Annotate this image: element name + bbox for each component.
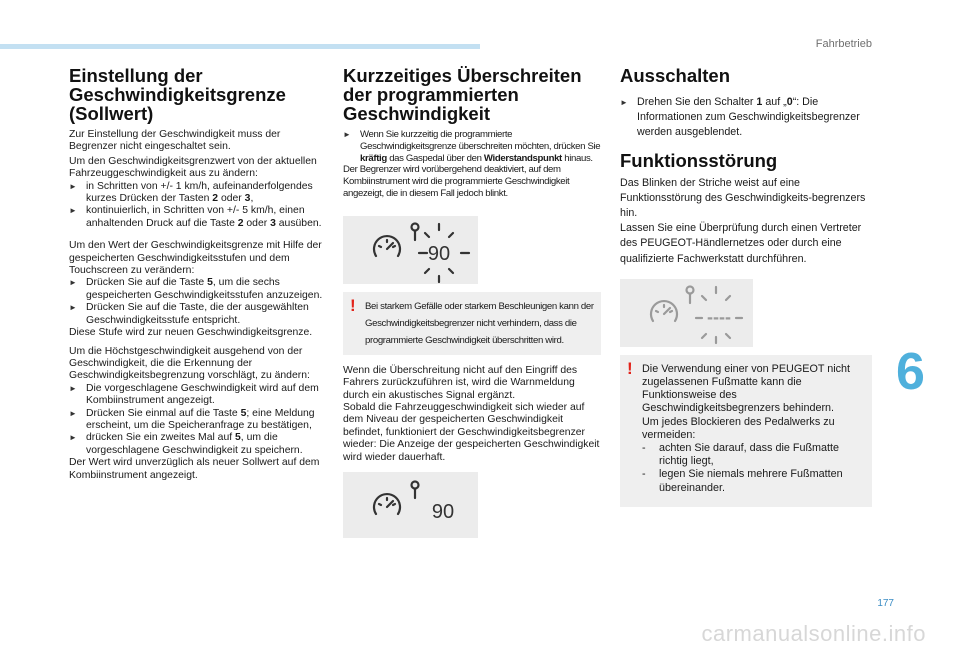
warning-box: ! Bei starkem Gefälle oder starkem Beschleunigen kann der Geschwindigkeitsbegrenzer nicht verhindern, dass die programmierte Geschwindigkeit überschritten wird. <box>343 292 601 355</box>
list-item: ► Drehen Sie den Schalter 1 auf „0“: Die Informationen zum Geschwindigkeitsbegrenzer werden ausgeblendet. <box>620 95 876 141</box>
list-item: ► kontinuierlich, in Schritten von +/- 5 km/h, einen anhaltenden Druck auf die Taste 2 oder 3 ausüben. <box>69 205 322 229</box>
section-title: Fahrbetrieb <box>815 38 872 50</box>
watermark: carmanualsonline.info <box>701 621 926 646</box>
speedometer-icon <box>343 472 478 538</box>
paragraph: Das Blinken der Striche weist auf eine Funktionsstörung des Geschwindigkeits-begrenzers hin. <box>620 176 866 220</box>
triangle-bullet-icon: ► <box>69 408 77 418</box>
display-steady-limit <box>343 472 478 538</box>
column-switch-off <box>620 66 876 507</box>
paragraph: Zur Einstellung der Geschwindigkeit muss der Begrenzer nicht eingeschaltet sein. <box>69 129 281 153</box>
speed-limit-value: 90 <box>427 242 451 265</box>
list-item: ► drücken Sie ein zweites Mal auf 5, um die vorgeschlagene Geschwindigkeit zu speichern. <box>69 432 303 456</box>
paragraph: Der Wert wird unverzüglich als neuer Sollwert auf dem Kombiinstrument angezeigt. <box>69 457 320 481</box>
column-setting <box>69 66 325 482</box>
list-item: ► Drücken Sie auf die Taste 5, um die sechs gespeicherten Geschwindigkeitsstufen anzuzeigen. <box>69 277 323 301</box>
list-item: ► Die vorgeschlagene Geschwindigkeit wird auf dem Kombiinstrument angezeigt. <box>69 382 319 407</box>
exclamation-warning-icon: ! <box>627 358 633 378</box>
paragraph: Um den Geschwindigkeitsgrenzwert von der aktuellen Fahrzeuggeschwindigkeit aus zu ändern: <box>69 155 317 180</box>
display-flashing-limit <box>343 216 478 284</box>
display-malfunction <box>620 279 753 347</box>
header-bar <box>0 44 480 49</box>
heading-malfunction: Funktionsstörung <box>620 149 778 171</box>
paragraph: Um die Höchstgeschwindigkeit ausgehend von der Geschwindigkeit, die die Erkennung der Geschwindigkeitsbegrenzung vorschlägt, zu ändern: <box>69 345 310 382</box>
chapter-number: 6 <box>896 343 925 401</box>
paragraph: Wenn die Überschreitung nicht auf den Eingriff des Fahrers zurückzuführen ist, wird die Warnmeldung durch ein akustisches Signal ergänzt. <box>343 364 578 401</box>
triangle-bullet-icon: ► <box>69 433 77 443</box>
triangle-bullet-icon: ► <box>343 130 351 139</box>
speedometer-icon <box>343 216 478 284</box>
heading-setting: Einstellung der Geschwindigkeitsgrenze (Sollwert) <box>69 65 286 124</box>
list-item: - legen Sie niemals mehrere Fußmatten übereinander. <box>642 468 843 494</box>
triangle-bullet-icon: ► <box>620 98 628 107</box>
list-item: ► Drücken Sie einmal auf die Taste 5; eine Meldung erscheint, um die Speicheranfrage zu bestätigen, <box>69 407 315 431</box>
list-item: ► Drücken Sie auf die Taste, die der ausgewählten Geschwindigkeitsstufe entspricht. <box>69 302 309 326</box>
triangle-bullet-icon: ► <box>69 206 77 216</box>
speed-limit-value: 90 <box>431 501 455 524</box>
triangle-bullet-icon: ► <box>69 278 77 288</box>
paragraph: Lassen Sie eine Überprüfung durch einen Vertreter des PEUGEOT-Händlernetzes oder durch eine qualifizierte Fachwerkstatt durchführen. <box>620 222 862 265</box>
page-number: 177 <box>877 598 894 609</box>
warning-box: ! Die Verwendung einer von PEUGEOT nicht zugelassenen Fußmatte kann die Funktionsweise des Geschwindigkeitsbegrenzers behindern. Um jedes Blockieren des Pedalwerks zu vermeiden: - achten Sie darauf, dass die Fußmatte richtig liegt, - legen Sie niemals mehrere Fußmatten übereinander. <box>620 355 872 507</box>
paragraph: Diese Stufe wird zur neuen Geschwindigkeitsgrenze. <box>69 327 313 339</box>
triangle-bullet-icon: ► <box>69 303 77 313</box>
paragraph: Der Begrenzer wird vorübergehend deaktiviert, auf dem Kombiinstrument wird die programmierte Geschwindigkeit angezeigt, die in diesem Fall jedoch blinkt. <box>343 164 570 199</box>
heading-switch-off: Ausschalten <box>620 65 731 86</box>
triangle-bullet-icon: ► <box>69 181 77 191</box>
dashes-value: ---- <box>707 306 731 327</box>
paragraph: Um den Wert der Geschwindigkeitsgrenze mit Hilfe der gespeicherten Geschwindigkeitsstufen und dem Touchscreen zu verändern: <box>69 240 322 277</box>
column-exceed <box>343 66 601 538</box>
list-item: ► Wenn Sie kurzzeitig die programmierte Geschwindigkeitsgrenze überschreiten möchten, drücken Sie kräftig das Gaspedal über den Widerstandspunkt hinaus. <box>343 129 601 164</box>
exclamation-warning-icon: ! <box>350 295 356 315</box>
list-item: - achten Sie darauf, dass die Fußmatte richtig liegt, <box>642 442 840 468</box>
speedometer-icon <box>620 279 753 347</box>
list-item: ► in Schritten von +/- 1 km/h, aufeinanderfolgendes kurzes Drücken der Tasten 2 oder 3, <box>69 180 313 205</box>
paragraph: Sobald die Fahrzeuggeschwindigkeit sich wieder auf dem Niveau der gespeicherten Geschwindigkeit befindet, funktioniert der Geschwindigkeitsbegrenzer wieder: Die Anzeige der gespeicherten Geschwindigkeit wird wieder dauerhaft. <box>343 402 600 463</box>
triangle-bullet-icon: ► <box>69 383 77 393</box>
heading-exceed: Kurzzeitiges Überschreiten der programmierten Geschwindigkeit <box>343 65 582 124</box>
